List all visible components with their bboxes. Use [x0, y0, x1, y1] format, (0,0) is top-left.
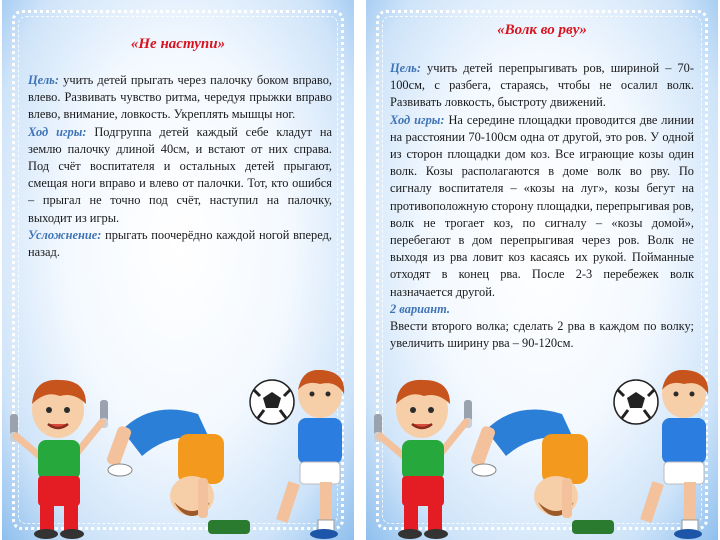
children-illustration — [366, 370, 718, 540]
course-label: Ход игры: — [28, 124, 87, 139]
card-title: «Не наступи» — [130, 36, 226, 52]
goal-label: Цель: — [28, 73, 59, 87]
soccer-ball — [614, 380, 658, 424]
boy-bending — [106, 410, 250, 534]
variant-paragraph — [390, 301, 694, 318]
course-text: Подгруппа детей каждый себе кладут на землю палочку длиной 40см, и встают от них справа. Под счёт воспитателя и остальных детей прыгают, смещая ноги вправо и влево от палочки. Тот, кто ошибся – прыгал не точно под счёт, наступил на палочку, выходит из игры. — [28, 124, 332, 225]
variant-label: 2 вариант. — [390, 301, 450, 316]
course-paragraph — [28, 124, 332, 227]
soccer-ball — [250, 380, 294, 424]
boy-dumbbells — [10, 380, 108, 539]
complication-label: Усложнение: — [28, 227, 102, 242]
boy-bending — [470, 410, 614, 534]
card-volk-vo-rvu — [366, 0, 718, 540]
card-ne-nastupi — [2, 0, 354, 540]
card-title: «Волк во рву» — [497, 22, 587, 38]
goal-text: учить детей перепрыгивать ров, шириной – 70-100см, с разбега, стараясь, чтобы не осалил волк. Развивать ловкость, быстроту движений. — [390, 61, 694, 110]
boy-dumbbells — [374, 380, 472, 539]
course-paragraph — [390, 112, 694, 301]
goal-text: учить детей прыгать через палочку боком вправо, влево. Развивать чувство ритма, чередуя прыжки вправо влево, внимание, ловкость. Укреплять мышцы ног. — [28, 73, 332, 122]
course-label: Ход игры: — [390, 112, 445, 127]
variant-text: Ввести второго волка; сделать 2 рва в каждом по волку; увеличить ширину рва – 90-120см. — [390, 319, 694, 351]
goal-paragraph — [390, 60, 694, 112]
goal-label: Цель: — [390, 61, 421, 75]
goal-paragraph — [28, 72, 332, 124]
card-body — [390, 60, 694, 352]
children-illustration — [2, 370, 354, 540]
complication-paragraph — [28, 227, 332, 261]
complication-text: прыгать поочерёдно каждой ногой вперед, назад. — [28, 227, 332, 260]
course-text: На середине площадки проводится две линии на расстоянии 70-100см одна от другой, это ров. У одной из сторон площадки дом коз. Все играющие козы один волк. Козы располагаются в доме волк во рву. По сигналу воспитателя – «козы на луг», козы бегут на противоположную сторону площадки, перепрыгивая ров, волк не трогает коз, по сигналу – «козы домой», перебегают в дом перепрыгивая через ров. Волк не выходя из рва ловит коз касаясь их рукой. Пойманные отходят в конец рва. После 2-3 перебежек волк назначается другой. — [390, 112, 694, 299]
card-body — [28, 72, 332, 261]
